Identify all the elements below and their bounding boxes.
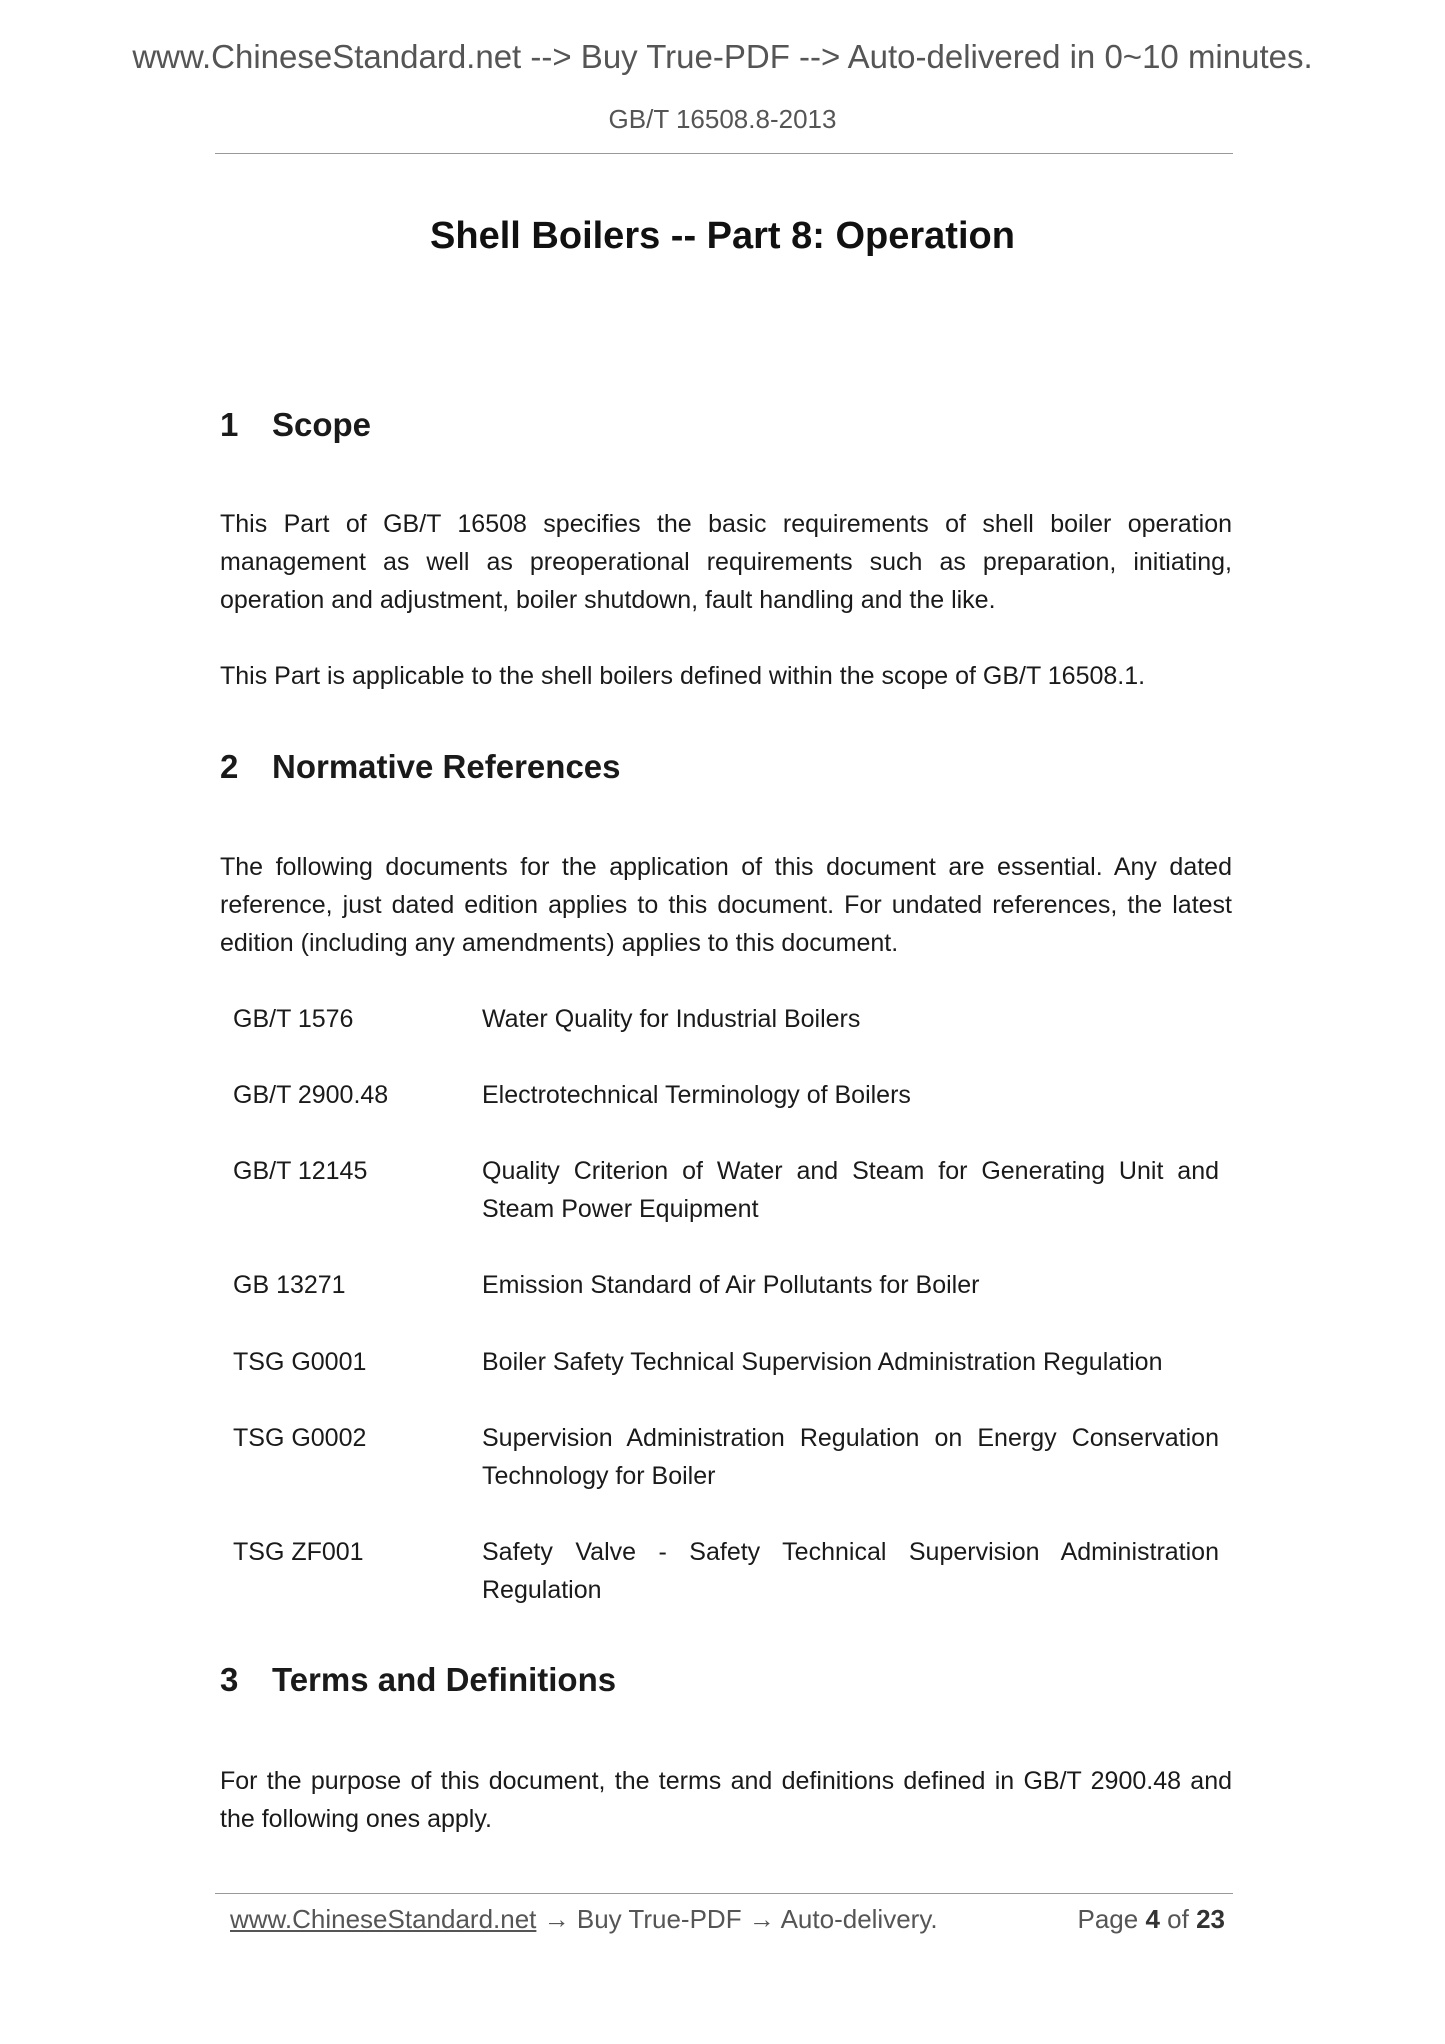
section-title: Scope bbox=[272, 406, 372, 443]
footer-divider bbox=[215, 1893, 1233, 1894]
reference-title: Boiler Safety Technical Supervision Administration Regulation bbox=[482, 1348, 1163, 1376]
scope-paragraph-2: This Part is applicable to the shell boilers defined within the scope of GB/T 16508.1. bbox=[220, 662, 1146, 690]
section-number: 1 bbox=[220, 406, 239, 443]
page-number: 4 bbox=[1145, 1904, 1160, 1934]
reference-title: Supervision Administration Regulation on Energy Conservation Technology for Boiler bbox=[482, 1424, 1219, 1490]
section-title: Terms and Definitions bbox=[272, 1661, 617, 1698]
footer-tagline: → Buy True-PDF → Auto-delivery. bbox=[543, 1904, 938, 1934]
header-banner: www.ChineseStandard.net --> Buy True-PDF --> Auto-delivered in 0~10 minutes. bbox=[132, 38, 1313, 75]
of-label: of bbox=[1167, 1904, 1189, 1934]
page-indicator bbox=[1077, 1904, 1225, 1935]
page-label: Page bbox=[1077, 1904, 1139, 1934]
document-title: Shell Boilers -- Part 8: Operation bbox=[430, 215, 1015, 257]
reference-title: Electrotechnical Terminology of Boilers bbox=[482, 1081, 911, 1109]
reference-code: TSG ZF001 bbox=[233, 1538, 364, 1566]
section-heading-references bbox=[220, 748, 621, 786]
total-pages: 23 bbox=[1196, 1904, 1225, 1934]
references-intro: The following documents for the application of this document are essential. Any dated reference, just dated edition applies to this document. For undated references, the latest edition (including any amendments) applies to this document. bbox=[220, 853, 1232, 957]
reference-title: Water Quality for Industrial Boilers bbox=[482, 1005, 861, 1033]
section-title: Normative References bbox=[272, 748, 621, 785]
section-number: 3 bbox=[220, 1661, 239, 1698]
reference-code: GB/T 12145 bbox=[233, 1157, 368, 1185]
reference-title: Emission Standard of Air Pollutants for Boiler bbox=[482, 1271, 980, 1299]
section-heading-scope bbox=[220, 406, 371, 444]
header-divider bbox=[215, 153, 1233, 154]
footer-link[interactable]: www.ChineseStandard.net bbox=[230, 1904, 537, 1934]
reference-code: GB/T 2900.48 bbox=[233, 1081, 389, 1109]
reference-title: Safety Valve - Safety Technical Supervision Administration Regulation bbox=[482, 1538, 1219, 1604]
reference-code: GB 13271 bbox=[233, 1271, 346, 1299]
scope-paragraph-1: This Part of GB/T 16508 specifies the basic requirements of shell boiler operation management as well as preoperational requirements such as preparation, initiating, operation and adjustment, boiler shutdown, fault handling and the like. bbox=[220, 510, 1232, 614]
section-number: 2 bbox=[220, 748, 239, 785]
standard-code: GB/T 16508.8-2013 bbox=[608, 104, 837, 134]
reference-title: Quality Criterion of Water and Steam for Generating Unit and Steam Power Equipment bbox=[482, 1157, 1219, 1223]
reference-code: TSG G0001 bbox=[233, 1348, 367, 1376]
reference-code: TSG G0002 bbox=[233, 1424, 367, 1452]
section-heading-terms bbox=[220, 1661, 616, 1699]
terms-paragraph: For the purpose of this document, the terms and definitions defined in GB/T 2900.48 and the following ones apply. bbox=[220, 1767, 1232, 1833]
page-footer bbox=[230, 1904, 1225, 1935]
reference-code: GB/T 1576 bbox=[233, 1005, 354, 1033]
